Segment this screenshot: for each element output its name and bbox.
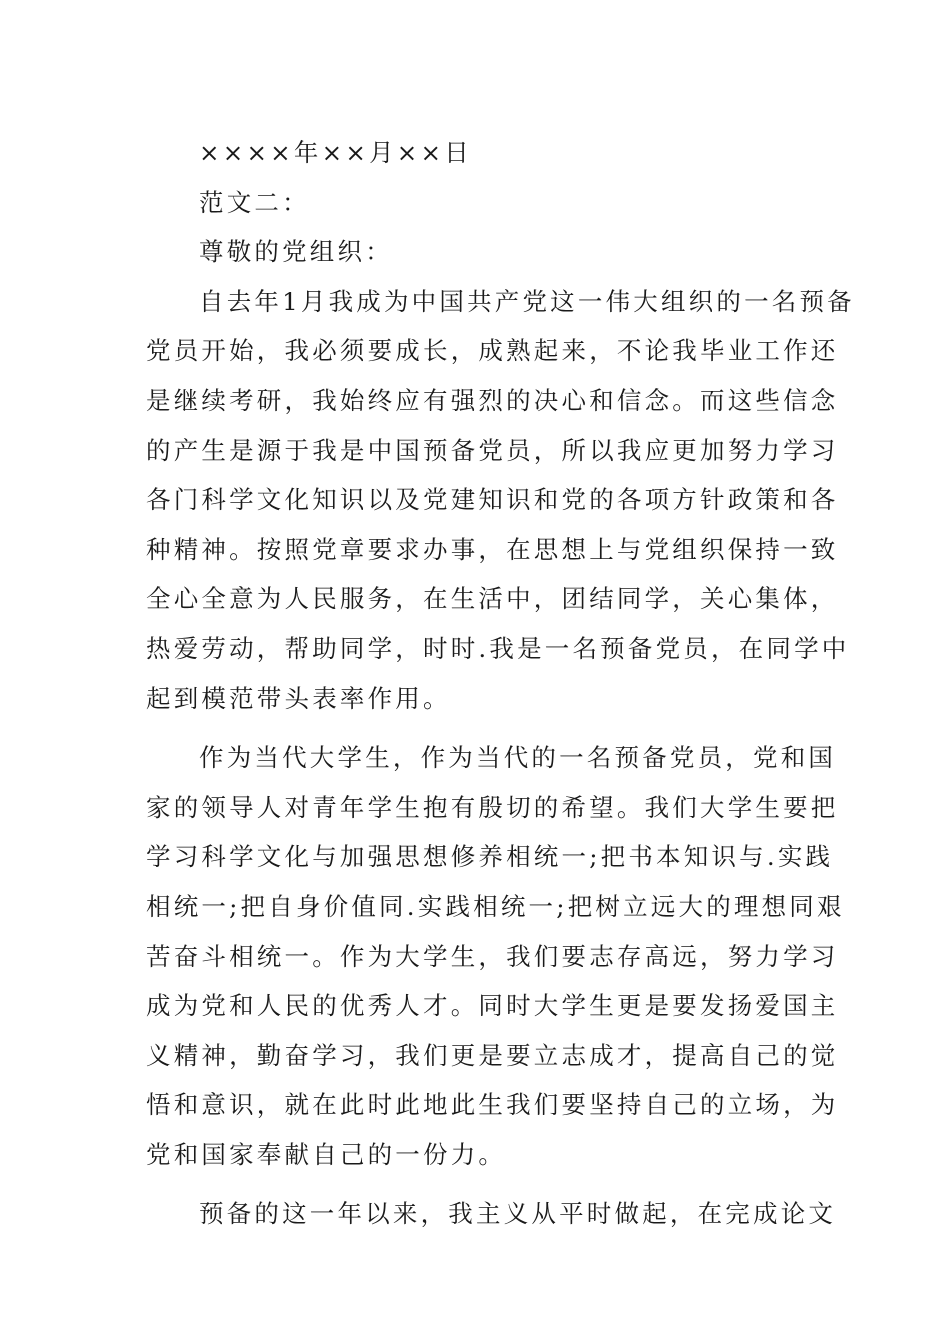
paragraph-line: 成为党和人民的优秀人才。同时大学生更是要发扬爱国主 [146, 991, 839, 1021]
paragraph-line: 义精神，勤奋学习，我们更是要立志成才，提高自己的觉 [146, 1040, 839, 1070]
paragraph-line: 党员开始，我必须要成长，成熟起来，不论我毕业工作还 [146, 336, 839, 366]
paragraph-3 [146, 1189, 837, 1239]
paragraph-line: 悟和意识，就在此时此地此生我们要坚持自己的立场，为 [146, 1090, 839, 1120]
section-heading: 范文二： [199, 187, 310, 217]
paragraph-line: 学习科学文化与加强思想修养相统一;把书本知识与.实践 [146, 842, 834, 872]
paragraph-line: 作为当代大学生，作为当代的一名预备党员，党和国 [199, 743, 837, 773]
paragraph-2 [146, 733, 845, 1179]
paragraph-line: 热爱劳动，帮助同学，时时.我是一名预备党员，在同学中 [146, 633, 850, 663]
paragraph-line: 全心全意为人民服务，在生活中，团结同学，关心集体， [146, 584, 839, 614]
date-line: ××××年××月××日 [199, 138, 472, 167]
paragraph-line: 相统一;把自身价值同.实践相统一;把树立远大的理想同艰 [146, 891, 845, 921]
paragraph-line: 种精神。按照党章要求办事，在思想上与党组织保持一致 [146, 534, 839, 564]
salutation: 尊敬的党组织： [199, 237, 393, 267]
paragraph-line: 自去年1月我成为中国共产党这一伟大组织的一名预备 [199, 286, 855, 316]
paragraph-line: 各门科学文化知识以及党建知识和党的各项方针政策和各 [146, 485, 839, 515]
document-body [146, 128, 855, 1239]
paragraph-line: 家的领导人对青年学生抱有殷切的希望。我们大学生要把 [146, 792, 839, 822]
paragraph-line: 苦奋斗相统一。作为大学生，我们要志存高远，努力学习 [146, 941, 839, 971]
paragraph-line: 预备的这一年以来，我主义从平时做起，在完成论文 [199, 1199, 837, 1229]
paragraph-line: 党和国家奉献自己的一份力。 [146, 1139, 507, 1169]
paragraph-1 [146, 277, 855, 723]
paragraph-line: 是继续考研，我始终应有强烈的决心和信念。而这些信念 [146, 385, 839, 415]
paragraph-line: 的产生是源于我是中国预备党员，所以我应更加努力学习 [146, 435, 839, 465]
paragraph-line: 起到模范带头表率作用。 [146, 683, 451, 713]
